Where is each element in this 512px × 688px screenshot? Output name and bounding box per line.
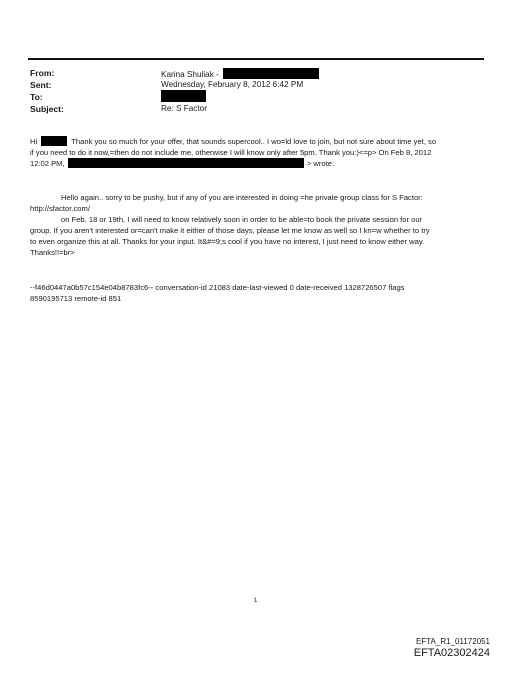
header-rule: [28, 58, 484, 60]
reply-line-1: Hi Thank you so much for your offer, that sounds supercool.. I wo=ld love to join, but not sure about time yet, so: [30, 137, 437, 146]
quoted-line-3: on Feb. 18 or 19th, I will need to know relatively soon in order to be able=to book the private session for our: [61, 215, 423, 224]
redaction-from-email: [223, 68, 319, 79]
from-value: Karina Shuliak -: [161, 70, 219, 79]
page-number: 1: [254, 598, 258, 604]
salutation: Hi: [30, 137, 38, 146]
reply-line-3: 12:02 PM, > wrote:: [30, 159, 335, 168]
sent-value: Wednesday, February 8, 2012 6:42 PM: [161, 80, 304, 89]
redaction-to: [161, 90, 206, 102]
redaction-name: [41, 136, 67, 146]
reply-line-2: if you need to do it now,=then do not include me, otherwise I will know only after 5pm. Thank you:)<=p> On Feb 8, 2012: [30, 148, 432, 157]
efta-stamp: EFTA02302424: [413, 647, 490, 659]
quoted-line-4: group. If you aren't interested or=can't make it either of those days, please let me know as well so I kn=w whether to try: [30, 226, 430, 235]
efta-r1-stamp: EFTA_R1_01172051: [416, 637, 490, 646]
quoted-line-6: Thanks!!=br>: [30, 248, 75, 257]
from-label: From:: [30, 68, 55, 78]
to-value-row: [161, 90, 206, 102]
meta-line-1: --f46d0447a0b57c154e04b8783fc6-- conversation-id 21083 date-last-viewed 0 date-received 1328726507 flags: [30, 283, 405, 292]
quoted-line-5: to even organize this at all. Thanks for your input. It&#=9;s cool if you have no interest, I just need to know either way.: [30, 237, 425, 246]
from-value-row: [161, 68, 319, 79]
subject-value: Re: S Factor: [161, 104, 207, 113]
quoted-line-1: Hello again.. sorry to be pushy, but if any of you are interested in doing =he private group class for S Factor:: [61, 193, 423, 202]
redaction-sender: [68, 158, 304, 168]
to-label: To:: [30, 92, 43, 102]
subject-label: Subject:: [30, 104, 64, 114]
quoted-line-2: http://sfactor.com/: [30, 204, 90, 213]
sent-label: Sent:: [30, 80, 52, 90]
meta-line-2: 8590195713 remote-id 851: [30, 294, 122, 303]
